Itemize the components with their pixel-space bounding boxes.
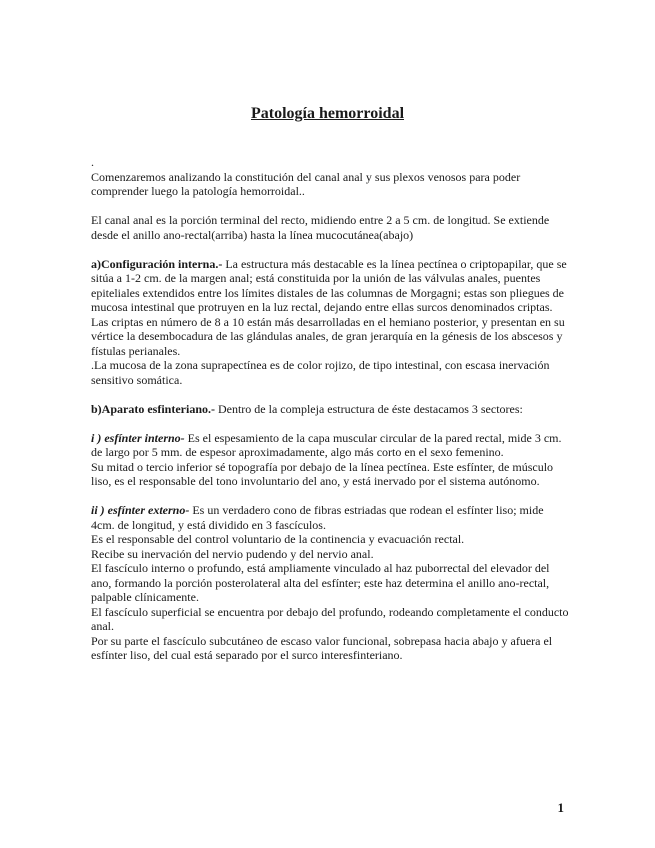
sub-i-paragraph — [91, 431, 569, 460]
intro-paragraph: Comenzaremos analizando la constitución del canal anal y sus plexos venosos para poder comprender luego la patología hemorroidal.. — [91, 169, 521, 198]
section-a-mucosa: .La mucosa de la zona suprapectínea es de color rojizo, de tipo intestinal, con escasa inervación sensitivo somática. — [91, 358, 550, 387]
page-number: 1 — [557, 800, 564, 815]
sub-i-heading: i ) esfínter interno- — [91, 430, 185, 445]
sub-ii-paragraph — [91, 503, 569, 532]
section-a-heading: a)Configuración interna.- — [91, 256, 223, 271]
section-a-paragraph — [91, 257, 569, 315]
page-title: Patología hemorroidal — [250, 105, 405, 122]
sub-ii-fasciculo-superficial: El fascículo superficial se encuentra por debajo del profundo, rodeando completamente el conducto anal. — [91, 604, 569, 633]
section-b-heading: b)Aparato esfinteriano.- — [91, 401, 215, 416]
section-a-criptas: Las criptas en número de 8 a 10 están más desarrolladas en el hemiano posterior, y presentan en su vértice la desembocadura de las glándulas anales, de gran jerarquía en la génesis de los abscesos y fístulas perianales. — [91, 314, 565, 358]
section-a-text: La estructura más destacable es la línea pectínea o criptopapilar, que se sitúa a 1-2 cm. de la margen anal; está constituida por la unión de las válvulas anales, puentes epiteliales extendidos entre los límites distales de las columnas de Morgagni; estas son pliegues de mucosa intestinal que protruyen en la luz rectal, dejando entre ellas surcos denominados criptas. — [91, 256, 567, 314]
document-body — [91, 155, 569, 663]
sub-ii-fasciculo-subcutaneo: Por su parte el fascículo subcutáneo de escaso valor funcional, sobrepasa hacia abajo y afuera el esfínter liso, del cual está separado por el surco interesfinteriano. — [91, 633, 553, 662]
sub-ii-inervacion: Recibe su inervación del nervio pudendo y del nervio anal. — [91, 546, 374, 561]
sub-ii-text: Es un verdadero cono de fibras estriadas que rodean el esfínter liso; mide 4cm. de longitud, y está dividido en 3 fascículos. — [91, 503, 544, 532]
sub-i-text: Es el espesamiento de la capa muscular circular de la pared rectal, mide 3 cm. de largo por 5 mm. de espesor aproximadamente, algo más corto en el sexo femenino. — [91, 430, 562, 459]
section-b-text: Dentro de la compleja estructura de éste destacamos 3 sectores: — [214, 401, 523, 416]
section-b-paragraph — [91, 402, 569, 417]
canal-paragraph: El canal anal es la porción terminal del recto, midiendo entre 2 a 5 cm. de longitud. Se extiende desde el anillo ano-rectal(arriba) hasta la línea mucocutánea(abajo) — [91, 213, 550, 242]
sub-ii-fasciculo-interno: El fascículo interno o profundo, está ampliamente vinculado al haz puborrectal del elevador del ano, formando la porción posterolateral alta del esfínter; este haz determina el anillo ano-rectal, palpable clínicamente. — [91, 561, 550, 604]
sub-i-mitad: Su mitad o tercio inferior sé topografía por debajo de la línea pectínea. Este esfínter, de músculo liso, es el responsable del tono involuntario del ano, y está inervado por el sistema autónomo. — [91, 459, 554, 488]
leading-dot: . — [91, 155, 94, 169]
sub-ii-heading: ii ) esfínter externo- — [91, 503, 190, 517]
sub-ii-control: Es el responsable del control voluntario de la continencia y evacuación rectal. — [91, 532, 465, 546]
